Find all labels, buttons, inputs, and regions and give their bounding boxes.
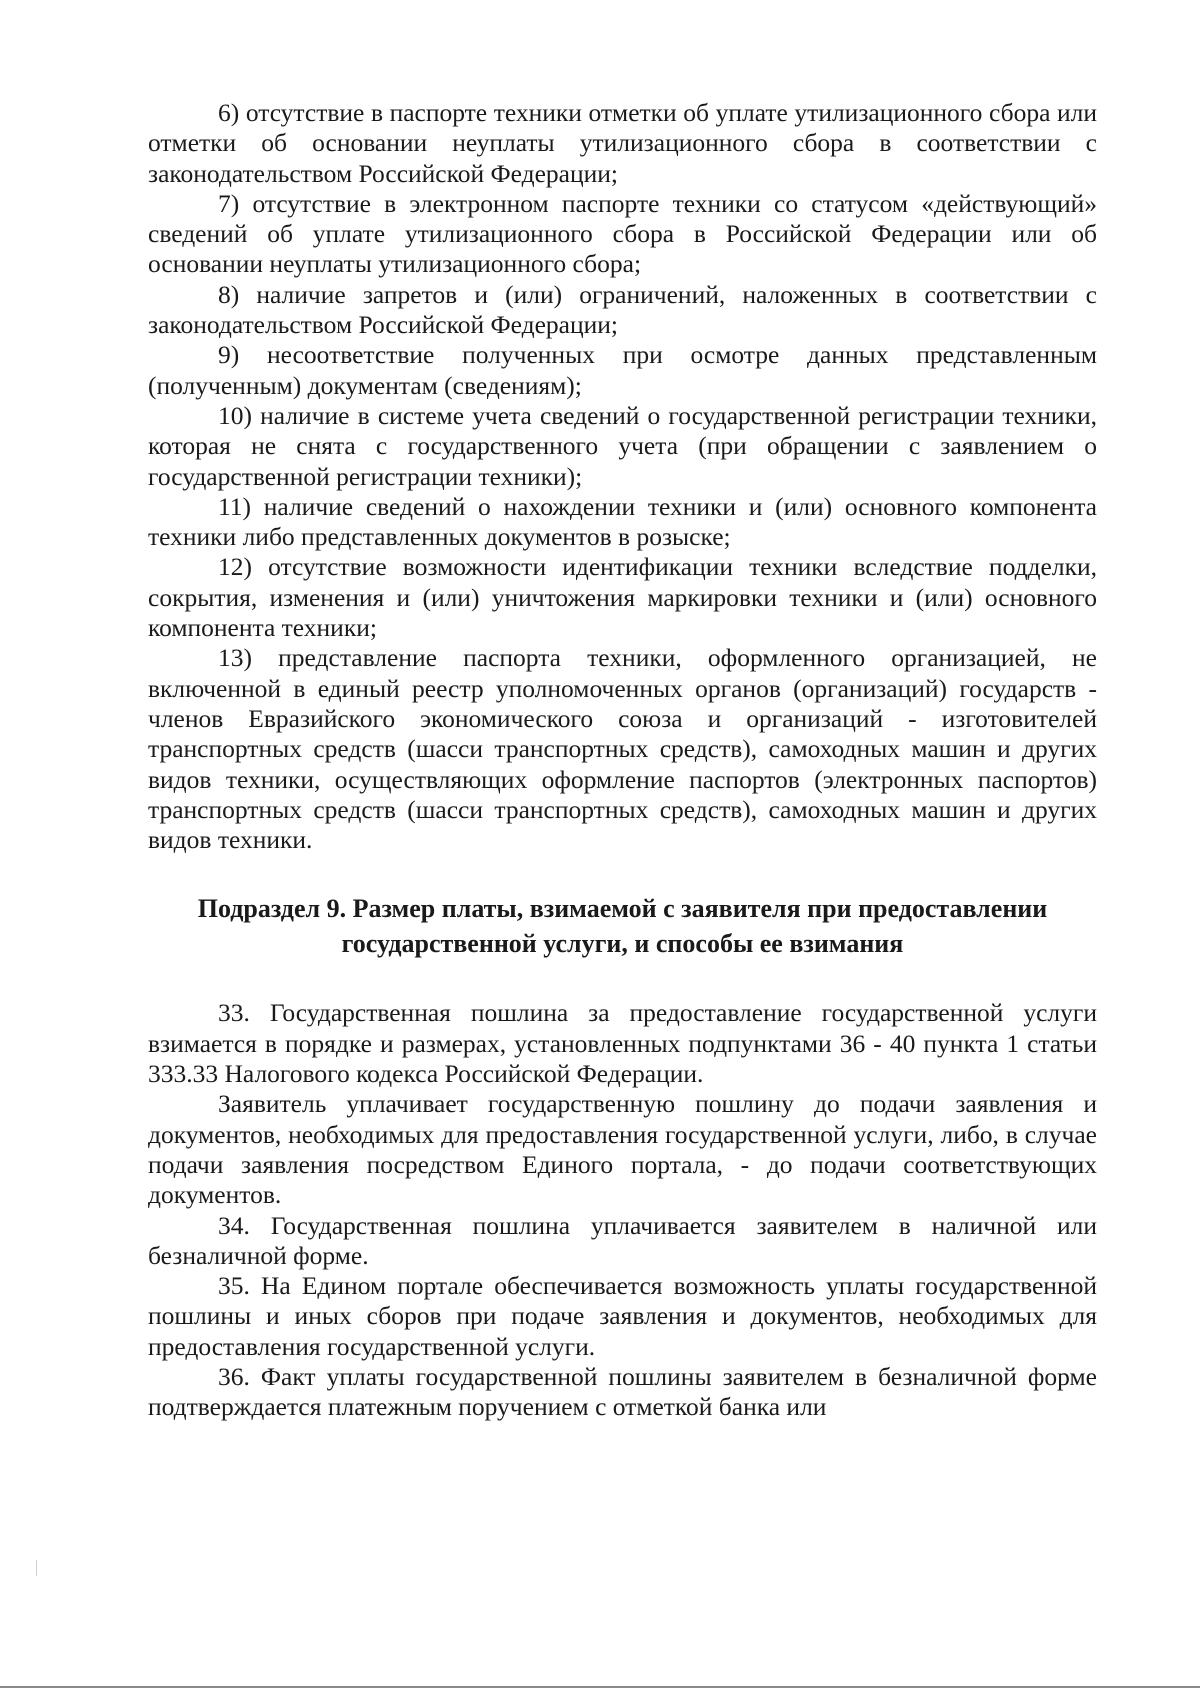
document-body <box>148 98 1097 1423</box>
list-item-10: 10) наличие в системе учета сведений о государственной регистрации техники, которая не снята с государственного учета (при обращении с заявлением о государственной регистрации техники); <box>148 400 1097 491</box>
list-item-9: 9) несоответствие полученных при осмотре данных представленным (полученным) документам (сведениям); <box>148 340 1097 400</box>
paragraph-33-continued: Заявитель уплачивает государственную пошлину до подачи заявления и документов, необходимых для предоставления государственной услуги, либо, в случае подачи заявления посредством Единого портала, - до подачи соответствующих документов. <box>148 1089 1097 1210</box>
section-heading <box>148 891 1097 961</box>
list-item-7: 7) отсутствие в электронном паспорте техники со статусом «действующий» сведений об уплате утилизационного сбора в Российской Федерации или об основании неуплаты утилизационного сбора; <box>148 188 1097 279</box>
list-item-8: 8) наличие запретов и (или) ограничений, наложенных в соответствии с законодательством Российской Федерации; <box>148 279 1097 340</box>
paragraph-34: 34. Государственная пошлина уплачивается заявителем в наличной или безналичной форме. <box>148 1210 1097 1270</box>
paragraph-35: 35. На Едином портале обеспечивается возможность уплаты государственной пошлины и иных сборов при подаче заявления и документов, необходимых для предоставления государственной услуги. <box>148 1271 1097 1361</box>
list-item-12: 12) отсутствие возможности идентификации техники вследствие подделки, сокрытия, изменения и (или) уничтожения маркировки техники и (или) основного компонента техники; <box>148 552 1097 643</box>
paragraph-36: 36. Факт уплаты государственной пошлины заявителем в безналичной форме подтверждается платежным поручением с отметкой банка или <box>148 1361 1097 1422</box>
section-heading-line-2: государственной услуги, и способы ее взимания <box>341 929 904 959</box>
scan-edge-line <box>0 1686 1200 1688</box>
paragraph-33: 33. Государственная пошлина за предоставление государственной услуги взимается в порядке и размерах, установленных подпунктами 36 - 40 пункта 1 статьи 333.33 Налогового кодекса Российской Федерации. <box>148 998 1097 1089</box>
section-heading-line-1: Подраздел 9. Размер платы, взимаемой с заявителя при предоставлении <box>197 894 1048 924</box>
list-item-6: 6) отсутствие в паспорте техники отметки об уплате утилизационного сбора или отметки об основании неуплаты утилизационного сбора в соответствии с законодательством Российской Федерации; <box>148 98 1097 188</box>
list-item-13: 13) представление паспорта техники, оформленного организацией, не включенной в единый реестр уполномоченных органов (организаций) государств - членов Евразийского экономического союза и организаций - изготовителей транспортных средств (шасси транспортных средств), самоходных машин и других видов техники, осуществляющих оформление паспортов (электронных паспортов) транспортных средств (шасси транспортных средств), самоходных машин и других видов техники. <box>148 643 1097 855</box>
list-item-11: 11) наличие сведений о нахождении техники и (или) основного компонента техники либо представленных документов в розыске; <box>148 491 1097 552</box>
scan-artifact-mark <box>36 1560 37 1576</box>
